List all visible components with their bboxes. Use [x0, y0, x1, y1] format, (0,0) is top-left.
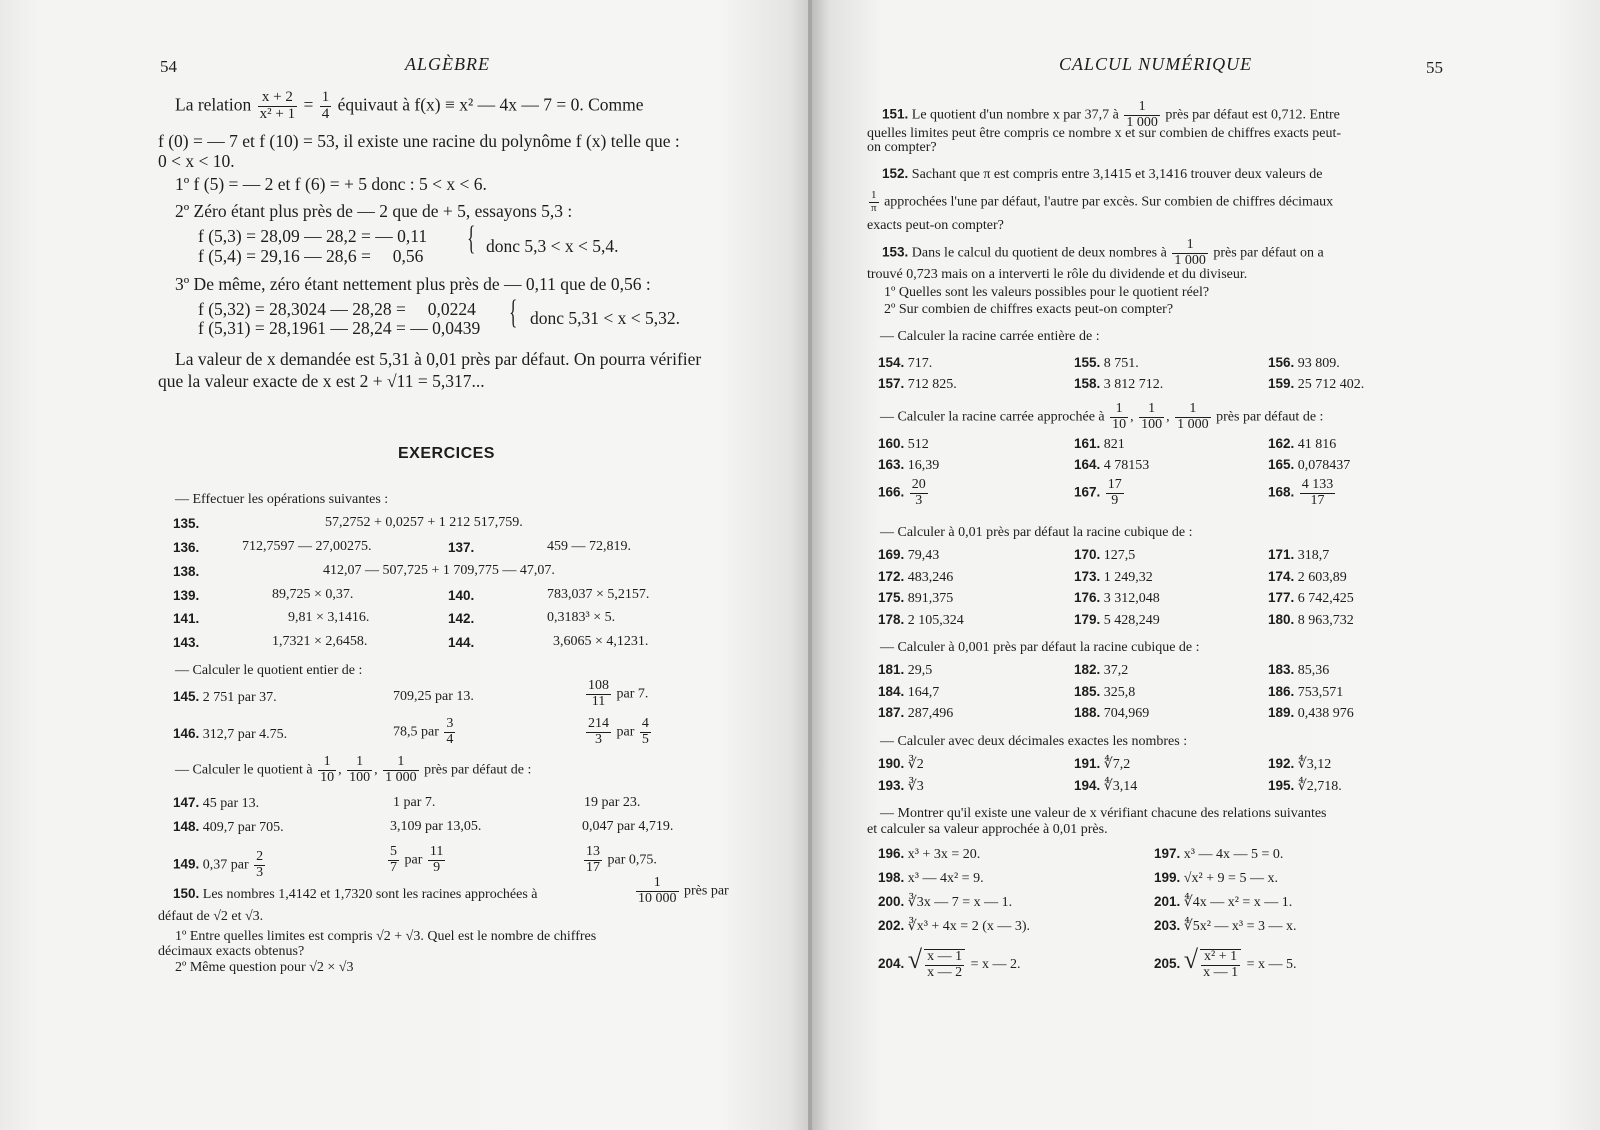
exercise-number: 190. [878, 756, 905, 771]
exercise-value: ∜7,2 [1103, 757, 1131, 772]
exercise-text: 459 — 72,819. [547, 539, 631, 554]
exercise-value: 0,438 976 [1297, 706, 1354, 721]
exercise-value: √x² + 9 = 5 — x. [1183, 871, 1278, 886]
running-head: ALGÈBRE [405, 54, 490, 74]
running-head: CALCUL NUMÉRIQUE [1059, 54, 1253, 74]
exercise-number: 161. [1074, 436, 1101, 451]
exercise-item [878, 662, 932, 679]
step-2-eq1: f (5,3) = 28,09 — 28,2 = — 0,11 [198, 226, 428, 246]
exercise-item [878, 457, 939, 474]
exercise-number: 163. [878, 457, 905, 472]
exercise-number: 176. [1074, 590, 1101, 605]
exercise-145: 145. 2 751 par 37. [173, 689, 277, 705]
exercise-item [1074, 612, 1160, 629]
exercise-number: 170. [1074, 547, 1101, 562]
exercise-number: 157. [878, 376, 905, 391]
exercise-number: 180. [1268, 611, 1295, 627]
exercise-value: 3 812 712. [1103, 377, 1164, 392]
exercise-item [1074, 355, 1139, 372]
exercise-fraction: $\frac{108}{11}$ par 7. [588, 678, 649, 709]
text-line: f (0) = — 7 et f (10) = 53, il existe une racine du polynôme f (x) telle que : [158, 131, 680, 151]
step-2-conclusion: donc 5,3 < x < 5,4. [486, 236, 619, 256]
exercise-205: 205. √ $\frac{\text{x² + 1}}{x — 1}$ = x — 5. [1154, 945, 1297, 980]
exercise-value: 483,246 [907, 569, 954, 585]
exercise-fraction: $\frac{214}{3}$ par $\frac{4}{5}$ [588, 716, 649, 747]
exercise-item [878, 778, 924, 795]
exercise-value: x³ — 4x — 5 = 0. [1183, 847, 1284, 862]
exercise-number: 187. [878, 705, 905, 720]
exercise-167: 167. $\frac{17}{9}$ [1074, 477, 1122, 508]
text-line: défaut de √2 et √3. [158, 909, 264, 924]
exercise-value: 37,2 [1103, 663, 1129, 678]
section-intro: — Effectuer les opérations suivantes : [175, 492, 389, 507]
exercise-number: 185. [1074, 683, 1101, 699]
exercise-number: 197. [1154, 846, 1181, 861]
exercise-140: 140. [448, 588, 475, 603]
exercise-number: 196. [878, 846, 905, 861]
exercise-value: 821 [1103, 437, 1125, 452]
text-line: 0 < x < 10. [158, 151, 235, 171]
text-line: 1º Quelles sont les valeurs possibles pour le quotient réel? [884, 285, 1210, 300]
exercise-item [878, 612, 964, 629]
exercise-item [1074, 684, 1135, 701]
text-line: $\frac{1}{\pi}$ approchées l'une par défaut, l'autre par excès. Sur combien de chiffres décimaux [871, 189, 1334, 214]
exercise-value: 712 825. [907, 377, 957, 392]
text-line: 2º Même question pour √2 × √3 [175, 960, 354, 975]
exercise-item [1268, 705, 1354, 722]
exercise-142: 142. [448, 611, 475, 626]
exercise-number: 184. [878, 683, 905, 699]
relation-fraction: $\frac{x + 2}{\text{x² + 1}}$ [259, 89, 296, 122]
exercise-value: ∛x³ + 4x = 2 (x — 3). [907, 919, 1031, 934]
exercise-number: 154. [878, 355, 905, 370]
exercise-168: 168. $\frac{4 133}{17}$ [1268, 477, 1334, 508]
brace-icon: { [509, 294, 518, 331]
step-2-eq2: f (5,4) = 29,16 — 28,6 = 0,56 [198, 246, 424, 266]
exercise-item [1268, 457, 1350, 474]
exercise-value: 512 [907, 437, 929, 452]
text-line: 2º Sur combien de chiffres exacts peut-on compter? [884, 302, 1174, 317]
exercise-value: 8 963,732 [1297, 612, 1354, 628]
exercise-value: 93 809. [1297, 356, 1340, 371]
exercise-number: 178. [878, 611, 905, 627]
step-2: 2º Zéro étant plus près de — 2 que de + 5, essayons 5,3 : [175, 201, 573, 221]
exercise-153: 153. Dans le calcul du quotient de deux nombres à $\frac{1}{1 000}$ près par défaut on a [882, 237, 1324, 268]
section-intro: — Calculer le quotient à $\frac{1}{10}$ , $\frac{1}{100}$ , $\frac{1}{1 000}$ près par défaut de : [175, 754, 532, 785]
exercise-value: 891,375 [907, 591, 954, 606]
exercise-number: 160. [878, 436, 905, 451]
exercise-149: 149. 0,37 par $\frac{2}{3}$ [173, 849, 264, 880]
exercise-number: 199. [1154, 870, 1181, 885]
exercise-number: 174. [1268, 568, 1295, 584]
exercise-text: 3,6065 × 4,1231. [553, 634, 649, 649]
step-3-conclusion: donc 5,31 < x < 5,32. [530, 308, 681, 328]
exercise-number: 202. [878, 918, 905, 933]
exercise-item [1074, 756, 1130, 773]
exercise-value: 1 249,32 [1103, 569, 1153, 585]
exercise-item [1268, 756, 1331, 773]
exercise-text: 709,25 par 13. [393, 689, 474, 704]
exercises-heading: EXERCICES [398, 445, 495, 462]
exercise-item [1154, 894, 1292, 911]
exercise-number: 179. [1074, 611, 1101, 627]
exercise-item [1074, 436, 1125, 453]
exercise-number: 172. [878, 568, 905, 584]
exercise-item [1074, 778, 1137, 795]
exercise-number: 158. [1074, 376, 1101, 391]
section-intro: — Calculer à 0,01 près par défaut la racine cubique de : [880, 525, 1193, 540]
exercise-number: 156. [1268, 355, 1295, 370]
exercise-value: ∛3x — 7 = x — 1. [907, 895, 1013, 910]
exercise-value: ∜4x — x² = x — 1. [1183, 895, 1293, 910]
exercise-text: 57,2752 + 0,0257 + 1 212 517,759. [325, 515, 523, 530]
exercise-148: 148. 409,7 par 705. [173, 819, 284, 835]
exercise-value: 704,969 [1103, 706, 1150, 721]
exercise-value: 5 428,249 [1103, 612, 1160, 628]
exercise-number: 191. [1074, 756, 1101, 771]
exercise-number: 181. [878, 662, 905, 677]
exercise-item [1074, 662, 1128, 679]
exercise-number: 195. [1268, 778, 1295, 793]
exercise-item [878, 590, 953, 607]
text-line: 1º Entre quelles limites est compris √2 + √3. Quel est le nombre de chiffres [175, 929, 597, 944]
exercise-item [1268, 376, 1364, 393]
exercise-139: 139. [173, 588, 200, 603]
relation-line: La relation $\frac{x + 2}{\text{x² + 1}}$ = $\frac{1}{4}$ équivaut à f(x) ≡ x² — 4x — 7 = 0. Comme [175, 89, 644, 122]
exercise-item [1268, 612, 1354, 629]
exercise-147: 147. 45 par 13. [173, 795, 260, 811]
exercise-item [1154, 846, 1283, 863]
exercise-151: 151. Le quotient d'un nombre x par 37,7 à $\frac{1}{1 000}$ près par défaut est 0,712. Entre [882, 99, 1340, 130]
exercise-value: 753,571 [1297, 684, 1344, 700]
exercise-143: 143. [173, 635, 200, 650]
section-intro: — Calculer le quotient entier de : [175, 663, 363, 678]
exercise-item [1074, 705, 1149, 722]
exercise-item [1268, 684, 1343, 701]
exercise-fraction: $\frac{13}{17}$ par 0,75. [586, 844, 657, 875]
right-page [812, 0, 1600, 1130]
exercise-item [878, 547, 939, 564]
exercise-item [1268, 547, 1329, 564]
exercise-fraction: $\frac{1}{10 000}$ près par [638, 875, 729, 906]
text-line: exacts peut-on compter? [867, 218, 1004, 233]
exercise-135: 135. [173, 516, 200, 531]
exercise-item [1268, 778, 1342, 795]
exercise-item [1074, 590, 1160, 607]
exercise-204: 204. √ $\frac{x — 1}{x — 2}$ = x — 2. [878, 945, 1021, 980]
exercise-item [878, 376, 957, 393]
exercise-number: 155. [1074, 355, 1101, 370]
exercise-value: ∛3 [907, 779, 924, 794]
exercise-number: 203. [1154, 918, 1181, 933]
exercise-item [878, 569, 953, 586]
text-line: décimaux exacts obtenus? [158, 944, 305, 959]
exercise-text: 3,109 par 13,05. [390, 819, 482, 834]
exercise-item [1154, 918, 1297, 935]
exercise-item [1268, 590, 1354, 607]
relation-rhs-fraction: $\frac{1}{4}$ [321, 89, 330, 122]
exercise-text: 0,3183³ × 5. [547, 610, 616, 625]
exercise-value: 41 816 [1297, 437, 1337, 452]
exercise-value: 2 603,89 [1297, 569, 1347, 585]
exercise-166: 166. $\frac{20}{3}$ [878, 477, 926, 508]
exercise-number: 188. [1074, 705, 1101, 720]
exercise-value: 0,078437 [1297, 458, 1351, 473]
exercise-number: 189. [1268, 705, 1295, 720]
exercise-text: 9,81 × 3,1416. [288, 610, 370, 625]
exercise-value: ∜2,718. [1297, 779, 1342, 794]
section-intro: — Calculer avec deux décimales exactes les nombres : [880, 734, 1188, 749]
exercise-item [878, 870, 984, 887]
exercise-150: 150. Les nombres 1,4142 et 1,7320 sont les racines approchées à [173, 886, 538, 902]
exercise-value: ∜3,14 [1103, 779, 1138, 794]
exercise-141: 141. [173, 611, 200, 626]
exercise-value: 8 751. [1103, 356, 1139, 371]
exercise-item [878, 436, 929, 453]
exercise-value: x³ — 4x² = 9. [907, 871, 984, 886]
exercise-value: 318,7 [1297, 548, 1330, 563]
exercise-number: 169. [878, 547, 905, 562]
exercise-number: 198. [878, 870, 905, 885]
text-line: on compter? [867, 140, 937, 155]
exercise-text: 0,047 par 4,719. [582, 819, 674, 834]
page-number: 54 [160, 57, 177, 76]
exercise-item [1074, 376, 1163, 393]
brace-icon: { [467, 220, 476, 257]
conclusion-line-1: La valeur de x demandée est 5,31 à 0,01 près par défaut. On pourra vérifier [175, 349, 702, 369]
exercise-number: 182. [1074, 662, 1101, 677]
exercise-fraction: $\frac{5}{7}$ par $\frac{11}{9}$ [390, 844, 444, 875]
exercise-number: 183. [1268, 662, 1295, 677]
exercise-152: 152. Sachant que π est compris entre 3,1415 et 3,1416 trouver deux valeurs de [882, 166, 1323, 182]
exercise-text: 1 par 7. [393, 795, 436, 810]
exercise-item [1074, 569, 1153, 586]
exercise-value: 287,496 [907, 706, 954, 721]
exercise-value: 79,43 [907, 548, 940, 563]
exercise-number: 159. [1268, 376, 1295, 391]
conclusion-line-2: que la valeur exacte de x est 2 + √11 = 5,317... [158, 371, 485, 391]
exercise-item [878, 684, 939, 701]
exercise-number: 165. [1268, 457, 1295, 472]
exercise-text: 412,07 — 507,725 + 1 709,775 — 47,07. [323, 563, 555, 578]
exercise-value: 29,5 [907, 663, 933, 678]
exercise-number: 193. [878, 778, 905, 793]
section-intro: — Calculer la racine carrée entière de : [880, 329, 1100, 344]
exercise-number: 177. [1268, 590, 1295, 605]
page-number: 55 [1426, 58, 1443, 77]
section-intro: — Montrer qu'il existe une valeur de x vérifiant chacune des relations suivantes [880, 806, 1327, 821]
exercise-item [1268, 569, 1347, 586]
exercise-146: 146. 312,7 par 4.75. [173, 726, 288, 742]
relation-lead: La relation [175, 94, 252, 115]
exercise-item [878, 894, 1012, 911]
text-line: quelles limites peut être compris ce nombre x et sur combien de chiffres exacts peut- [867, 126, 1342, 141]
exercise-item [1074, 457, 1149, 474]
exercise-number: 175. [878, 590, 905, 605]
exercise-text: 712,7597 — 27,00275. [242, 539, 372, 554]
exercise-fraction: 78,5 par $\frac{3}{4}$ [393, 716, 454, 747]
exercise-value: x³ + 3x = 20. [907, 847, 981, 862]
exercise-value: 16,39 [907, 458, 940, 473]
exercise-text: 1,7321 × 2,6458. [272, 634, 368, 649]
exercise-item [1154, 870, 1278, 887]
exercise-value: 325,8 [1103, 684, 1136, 700]
step-3-eq1: f (5,32) = 28,3024 — 28,28 = 0,0224 [198, 299, 476, 319]
exercise-value: 3 312,048 [1103, 591, 1160, 606]
exercise-text: 19 par 23. [584, 795, 641, 810]
exercise-item [878, 705, 953, 722]
exercise-value: ∜5x² — x³ = 3 — x. [1183, 919, 1297, 934]
exercise-item [1268, 436, 1336, 453]
text-line: trouvé 0,723 mais on a interverti le rôle du dividende et du diviseur. [867, 267, 1248, 282]
exercise-value: 717. [907, 356, 933, 371]
exercise-number: 164. [1074, 457, 1101, 472]
exercise-144: 144. [448, 635, 475, 650]
exercise-value: 85,36 [1297, 663, 1330, 678]
exercise-value: 164,7 [907, 684, 940, 700]
exercise-number: 194. [1074, 778, 1101, 793]
section-intro: et calculer sa valeur approchée à 0,01 près. [867, 822, 1108, 837]
exercise-number: 192. [1268, 756, 1295, 771]
exercise-value: 6 742,425 [1297, 591, 1354, 606]
exercise-item [1268, 662, 1329, 679]
exercise-item [878, 846, 980, 863]
section-intro: — Calculer la racine carrée approchée à $\frac{1}{10}$ , $\frac{1}{100}$ , $\frac{1}{1 000}$ près par défaut de : [880, 401, 1324, 432]
exercise-number: 186. [1268, 683, 1295, 699]
exercise-value: 2 105,324 [907, 612, 964, 628]
exercise-item [878, 355, 932, 372]
exercise-item [878, 918, 1030, 935]
exercise-value: 127,5 [1103, 548, 1136, 563]
exercise-value: ∛2 [907, 757, 924, 772]
exercise-item [1074, 547, 1135, 564]
step-3-eq2: f (5,31) = 28,1961 — 28,24 = — 0,0439 [198, 318, 481, 338]
exercise-item [1268, 355, 1340, 372]
exercise-number: 171. [1268, 547, 1295, 562]
exercise-136: 136. [173, 540, 200, 555]
exercise-137: 137. [448, 540, 475, 555]
exercise-item [878, 756, 924, 773]
exercise-value: 4 78153 [1103, 458, 1150, 473]
exercise-value: ∜3,12 [1297, 757, 1332, 772]
exercise-value: 25 712 402. [1297, 377, 1365, 392]
step-1: 1º f (5) = — 2 et f (6) = + 5 donc : 5 < x < 6. [175, 174, 487, 194]
section-intro: — Calculer à 0,001 près par défaut la racine cubique de : [880, 640, 1200, 655]
step-3: 3º De même, zéro étant nettement plus près de — 0,11 que de 0,56 : [175, 274, 651, 294]
exercise-text: 783,037 × 5,2157. [547, 587, 650, 602]
exercise-number: 162. [1268, 436, 1295, 451]
exercise-138: 138. [173, 564, 200, 579]
exercise-text: 89,725 × 0,37. [272, 587, 354, 602]
exercise-number: 201. [1154, 894, 1181, 909]
exercise-number: 173. [1074, 568, 1101, 584]
exercise-number: 200. [878, 894, 905, 909]
